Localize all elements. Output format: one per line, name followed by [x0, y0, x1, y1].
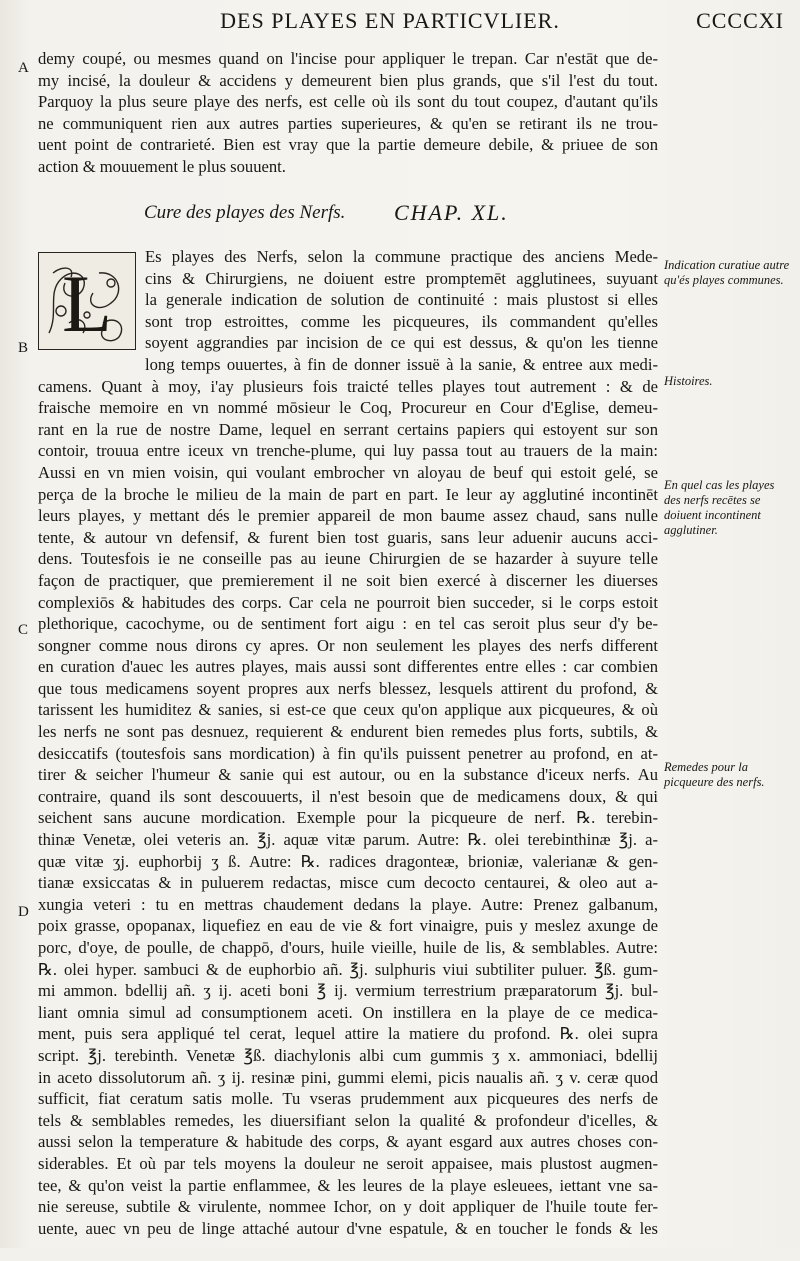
margin-letter-c: C [18, 622, 29, 638]
text-line: façon de practiquer, que premierement il ne soit bien exercé à discerner les diuerses [38, 570, 658, 590]
folio-number: CCCCXI [696, 8, 784, 33]
text-line: contoir, trouua entre iceux vn trenche-plume, qui luy passa tout au trauers de la main: [38, 441, 658, 461]
text-line: siderables. Et où par tels moyens la douleur ne seroit appaisee, mais plustost augmen- [38, 1153, 658, 1173]
text-line: rant en la rue de nostre Dame, lequel en serrant certains papiers qui estoyent sur son [38, 419, 658, 439]
margin-letter-d: D [18, 904, 29, 920]
text-line: sufficit, fiat ceratum satis molle. Tu vseras prudemment aux picqueures des nerfs de [38, 1089, 658, 1109]
svg-text:L: L [61, 258, 113, 349]
text-line: Es playes des Nerfs, selon la commune practique des anciens Mede- [145, 247, 658, 266]
text-line: long temps ouuertes, à fin de donner issuë à la sanie, & entree aux medi- [145, 354, 658, 374]
text-line: uente, auec vn peu de linge attaché autour d'vne espatule, & en toucher le fonds & les [38, 1218, 658, 1238]
text-line: dens. Toutesfois ie ne conseille pas au ieune Chirurgien de se hazarder à suyure telle [38, 549, 658, 569]
text-line: thinæ Venetæ, olei veteris an. ℥j. aquæ vitæ parum. Autre: ℞. olei terebinthinæ ℥j. a- [38, 830, 658, 850]
text-line: in aceto dissolutorum añ. ʒ ij. resinæ pini, gummi elemi, picis naualis añ. ʒ v. ceræ quod [38, 1067, 658, 1087]
text-line: tarissent les humiditez & sanies, si est-ce que ceux qu'on applique aux picqueures, & où [38, 700, 658, 720]
text-line: camens. Quant à moy, i'ay plusieurs fois traicté telles playes tout autrement : & de [38, 376, 658, 396]
running-head: DES PLAYES EN PARTICVLIER. [220, 8, 560, 33]
text-line: uent point de contrarieté. Bien est vray que la partie demeure debile, & priuee de son [38, 135, 658, 155]
margin-note-histoires: Histoires. [664, 374, 713, 388]
text-line: Parquoy la plus seure playe des nerfs, est celle où ils sont du tout coupez, d'autant qu'ils [38, 92, 658, 112]
text-line: tianæ exsiccatas & in puluerem redactas, misce cum decocto centaurei, & oleo aut a- [38, 873, 658, 893]
text-line: action & mouuement le plus souuent. [38, 156, 286, 176]
text-line: mi ammon. bdellij añ. ʒ ij. aceti boni ℥ ij. vermium terrestrium præparatorum ℥j. bul- [38, 981, 658, 1001]
text-line: liant omnia simul ad consumptionem aceti. On instillera en la playe de ce medica- [38, 1002, 658, 1022]
chapter-body [38, 246, 658, 1261]
text-line: contraire, quand ils sont descouuerts, il n'est besoin que de medicamens doux, & qui [38, 786, 658, 806]
text-line: tirer & seicher l'humeur & sanie qui est autour, ou en la substance d'iceux nerfs. Au [38, 765, 658, 785]
text-line: seichent sans aucune mordication. Exemple pour la picqueure de nerf. ℞. terebin- [38, 808, 658, 828]
text-line: que tous medicamens soyent propres aux nerfs blessez, lesquels attirent du profond, & [38, 678, 658, 698]
text-line: soyent aggrandies par incision de ce qui est dessus, & qu'on les tienne [145, 333, 658, 353]
text-line: en curation d'auec les autres playes, mais aussi sont differentes entre elles : car combien [38, 657, 658, 677]
text-line: songner comme nous dirons cy apres. Or non seulement les playes des nerfs different [38, 635, 658, 655]
text-line: xungia veteri : tu en mettras chaudement dedans la playe. Autre: Prenez galbanum, [38, 894, 658, 914]
text-line: perça de la broche le milieu de la main de part en part. Ie leur ay agglutiné incontinēt [38, 484, 658, 504]
text-line: nie sereuse, subtile & virulente, nommee Ichor, on y doit appliquer de l'huile toute fer- [38, 1197, 658, 1217]
margin-letter-b: B [18, 340, 29, 356]
text-line: fraische memoire en vn nommé mōsieur le Coq, Procureur en Cour d'Eglise, demeu- [38, 398, 658, 418]
margin-letter-a: A [18, 60, 29, 76]
text-line: tee, & qu'on veist la partie enflammee, & les leures de la playe esleuees, iettant vne sa- [38, 1175, 658, 1195]
text-line: my incisé, la douleur & accidens y demeurent bien plus grands, que s'il l'est du tout. [38, 70, 658, 90]
text-line: quæ vitæ ʒj. euphorbij ʒ ß. Autre: ℞. radices dragonteæ, brioniæ, valerianæ & gen- [38, 851, 658, 871]
text-line: poix grasse, opopanax, liquefiez en eau de vie & fort vinaigre, puis y meslez axunge de [38, 916, 658, 936]
text-line: sont trop estroittes, comme les picqueures, ils commandent qu'elles [145, 311, 658, 331]
text-line: Aussi en vn mien voisin, qui voulant embrocher vn aloyau de beuf qui estoit gelé, se [38, 462, 658, 482]
text-line: porc, d'oye, de poulle, de chappō, d'ours, huile vieille, huile de lis, & semblables. Autre: [38, 938, 658, 957]
text-line: ℞. olei hyper. sambuci & de euphorbio añ. ℥j. sulphuris viui subtiliter puluer. ℥ß. gum- [38, 959, 658, 979]
text-line: aussi selon la temperature & habitude des corps, & ayant esgard aux autres choses con- [38, 1132, 658, 1152]
text-line: demy coupé, ou mesmes quand on l'incise pour appliquer le trepan. Car n'estāt que de- [38, 49, 658, 68]
text-line: ment, puis sera appliqué tel cerat, lequel attire la matiere du profond. ℞. olei supra [38, 1024, 658, 1044]
text-line: ne communiquent rien aux autres parties superieures, & qu'en se retirant ils ne trou- [38, 113, 658, 133]
margin-note-agglutiner: En quel cas les playes des nerfs recētes se doiuent incontinent agglutiner. [664, 478, 775, 537]
text-line: script. ℥j. terebinth. Venetæ ℥ß. diachylonis albi cum gummis ʒ x. ammoniaci, bdellij [38, 1045, 658, 1065]
chapter-number: CHAP. XL. [394, 200, 509, 225]
text-line: les nerfs ne sont pas desnuez, requierent & endurent bien remedes plus forts, subtils, & [38, 722, 658, 742]
top-paragraph [38, 48, 658, 178]
text-line: cins & Chirurgiens, ne doiuent estre promptemēt agglutinees, suyuant [145, 268, 658, 288]
text-line [38, 1239, 658, 1261]
chapter-title: Cure des playes des Nerfs. [144, 202, 346, 223]
chapter-heading [144, 202, 664, 228]
text-line: tels & semblables remedes, les diuersifiant selon la qualité & profondeur d'icelles, & [38, 1110, 658, 1130]
text-line: tente, & autour vn defensif, & furent bien tost guaris, sans leur aduenir aucuns acci- [38, 527, 658, 547]
text-line: la generale indication de solution de continuité : mais plustost si elles [145, 290, 658, 310]
margin-note-indication: Indication curatiue autre qu'és playes communes. [664, 258, 790, 287]
text-line: complexiōs & habitudes des corps. Car cela ne pourroit bien succeder, si le corps estoit [38, 592, 658, 612]
text-line: leurs playes, y mettant dés le premier appareil de mon baume assez chaud, sans nulle [38, 506, 658, 526]
text-line: desiccatifs (toutesfois sans mordication) à fin qu'ils puissent penetrer au profond, en at- [38, 743, 658, 763]
text-line: plethorique, cacochyme, ou de sentiment fort aigu : en tel cas seroit plus seur d'y be- [38, 614, 658, 634]
margin-note-remedes: Remedes pour la picqueure des nerfs. [664, 760, 765, 789]
